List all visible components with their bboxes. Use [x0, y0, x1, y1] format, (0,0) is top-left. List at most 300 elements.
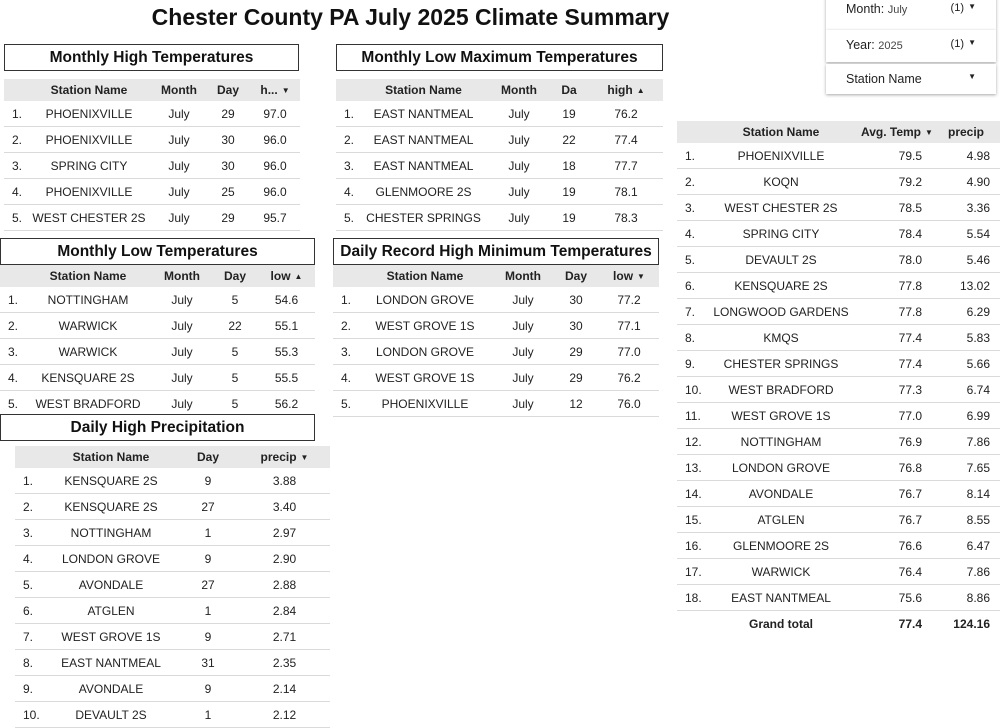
row-index: 5. [15, 572, 45, 598]
row-index: 17. [677, 559, 705, 585]
row-index: 8. [15, 650, 45, 676]
sort-desc-icon: ▼ [637, 272, 645, 282]
chevron-down-icon: ▼ [968, 2, 976, 11]
station-cell: WEST CHESTER 2S [705, 195, 857, 221]
table-row [15, 572, 330, 598]
day-cell: 27 [177, 494, 239, 520]
row-index: 6. [677, 273, 705, 299]
table-row [677, 221, 1000, 247]
grand-total-row [677, 611, 1000, 637]
col-station-name[interactable]: Station Name [26, 79, 152, 101]
value-cell: 77.4 [589, 127, 663, 153]
month-cell: July [493, 313, 553, 339]
station-cell: WEST CHESTER 2S [26, 205, 152, 231]
table-row [336, 205, 663, 231]
value-cell: 55.3 [258, 339, 315, 365]
table-row [15, 520, 330, 546]
table-row [677, 247, 1000, 273]
grand-total-avg: 77.4 [898, 616, 922, 631]
day-cell: 9 [177, 676, 239, 702]
table-row [677, 533, 1000, 559]
table-row [677, 377, 1000, 403]
value-cell: 2.12 [239, 702, 330, 728]
day-cell: 30 [553, 287, 599, 313]
table-row [15, 546, 330, 572]
precip-cell: 7.86 [932, 559, 1000, 585]
avg-temp-cell: 78.4 [857, 221, 932, 247]
month-cell: July [152, 313, 212, 339]
month-cell: July [152, 287, 212, 313]
row-index: 5. [336, 205, 358, 231]
table-row [677, 455, 1000, 481]
row-index: 2. [0, 313, 24, 339]
table-row [677, 559, 1000, 585]
sort-asc-icon: ▲ [636, 86, 645, 96]
station-cell: EAST NANTMEAL [358, 153, 489, 179]
value-cell: 2.14 [239, 676, 330, 702]
value-cell: 77.7 [589, 153, 663, 179]
month-filter-count: (1) [950, 2, 964, 14]
day-cell: 5 [212, 287, 258, 313]
table-row [677, 351, 1000, 377]
station-cell: WEST BRADFORD [24, 391, 152, 417]
col-day[interactable]: Day [206, 79, 250, 101]
station-cell: SPRING CITY [26, 153, 152, 179]
value-cell: 2.90 [239, 546, 330, 572]
col-low[interactable]: low ▼ [599, 265, 659, 287]
col-day[interactable]: Day [212, 265, 258, 287]
table-row [677, 429, 1000, 455]
value-cell: 77.0 [599, 339, 659, 365]
table-row [4, 101, 300, 127]
table-row [677, 299, 1000, 325]
col-station-name[interactable]: Station Name [357, 265, 493, 287]
day-cell: 5 [212, 391, 258, 417]
row-index: 7. [677, 299, 705, 325]
row-index: 3. [15, 520, 45, 546]
sort-desc-icon: ▼ [300, 453, 309, 463]
row-index: 2. [4, 127, 26, 153]
station-cell: PHOENIXVILLE [26, 101, 152, 127]
row-index: 14. [677, 481, 705, 507]
table-row [333, 365, 659, 391]
day-cell: 9 [177, 468, 239, 494]
station-cell: GLENMOORE 2S [705, 533, 857, 559]
value-cell: 2.97 [239, 520, 330, 546]
day-cell: 30 [206, 127, 250, 153]
month-cell: July [152, 391, 212, 417]
station-cell: AVONDALE [45, 676, 177, 702]
grand-total-precip: 124.16 [953, 616, 990, 631]
table-row [15, 702, 330, 728]
value-cell: 77.2 [599, 287, 659, 313]
day-cell: 29 [206, 101, 250, 127]
precip-cell: 8.55 [932, 507, 1000, 533]
station-cell: SPRING CITY [705, 221, 857, 247]
day-cell: 9 [177, 624, 239, 650]
avg-temp-cell: 76.7 [857, 507, 932, 533]
col-avg-temp[interactable]: Avg. Temp ▼ [857, 121, 932, 143]
day-cell: 1 [177, 520, 239, 546]
avg-temp-cell: 77.3 [857, 377, 932, 403]
row-index: 2. [333, 313, 357, 339]
row-index: 2. [336, 127, 358, 153]
row-index: 5. [4, 205, 26, 231]
row-index: 18. [677, 585, 705, 611]
precip-cell: 13.02 [932, 273, 1000, 299]
col-day[interactable]: Day [553, 265, 599, 287]
row-index: 4. [4, 179, 26, 205]
daily-precip-table [15, 446, 330, 728]
month-cell: July [493, 365, 553, 391]
row-index: 15. [677, 507, 705, 533]
station-filter[interactable] [826, 64, 996, 94]
row-index: 5. [0, 391, 24, 417]
col-low[interactable]: low ▲ [258, 265, 315, 287]
station-cell: EAST NANTMEAL [358, 127, 489, 153]
value-cell: 2.84 [239, 598, 330, 624]
row-index: 16. [677, 533, 705, 559]
station-cell: NOTTINGHAM [45, 520, 177, 546]
col-precip[interactable]: precip ▼ [239, 446, 330, 468]
table-row [15, 468, 330, 494]
col-index [333, 265, 357, 287]
sort-asc-icon: ▲ [294, 272, 303, 282]
value-cell: 76.0 [599, 391, 659, 417]
table-row [0, 287, 315, 313]
month-cell: July [152, 179, 206, 205]
station-cell: PHOENIXVILLE [26, 179, 152, 205]
table-row [4, 127, 300, 153]
value-cell: 78.1 [589, 179, 663, 205]
value-cell: 96.0 [250, 153, 300, 179]
row-index: 3. [4, 153, 26, 179]
daily-precip-title: Daily High Precipitation [0, 414, 315, 441]
station-cell: WEST GROVE 1S [357, 313, 493, 339]
day-cell: 30 [553, 313, 599, 339]
sort-desc-icon: ▼ [925, 128, 933, 138]
table-row [336, 127, 663, 153]
station-filter-label: Station Name [846, 72, 922, 86]
station-cell: WEST BRADFORD [705, 377, 857, 403]
month-cell: July [152, 153, 206, 179]
col-day[interactable]: Da [549, 79, 589, 101]
row-index: 1. [4, 101, 26, 127]
table-row [4, 153, 300, 179]
avg-temp-cell: 76.7 [857, 481, 932, 507]
precip-cell: 6.47 [932, 533, 1000, 559]
row-index: 1. [677, 143, 705, 169]
table-row [333, 287, 659, 313]
row-index: 4. [677, 221, 705, 247]
col-precip[interactable]: precip [932, 121, 1000, 143]
precip-cell: 5.66 [932, 351, 1000, 377]
avg-temp-cell: 77.4 [857, 325, 932, 351]
page-title: Chester County PA July 2025 Climate Summary [151, 4, 670, 30]
row-index: 4. [336, 179, 358, 205]
avg-temp-cell: 77.4 [857, 351, 932, 377]
monthly-high-title: Monthly High Temperatures [4, 44, 299, 71]
day-cell: 22 [549, 127, 589, 153]
col-index [336, 79, 358, 101]
table-row [4, 179, 300, 205]
station-cell: WEST GROVE 1S [705, 403, 857, 429]
table-row [0, 339, 315, 365]
year-filter-label: Year: 2025 [846, 38, 903, 52]
row-index: 13. [677, 455, 705, 481]
row-index: 1. [333, 287, 357, 313]
precip-cell: 3.36 [932, 195, 1000, 221]
precip-cell: 8.86 [932, 585, 1000, 611]
station-cell: CHESTER SPRINGS [705, 351, 857, 377]
value-cell: 97.0 [250, 101, 300, 127]
table-row [15, 676, 330, 702]
avg-temp-cell: 78.0 [857, 247, 932, 273]
station-cell: AVONDALE [45, 572, 177, 598]
precip-cell: 5.83 [932, 325, 1000, 351]
value-cell: 54.6 [258, 287, 315, 313]
chevron-down-icon: ▼ [968, 38, 976, 47]
avg-temp-cell: 76.6 [857, 533, 932, 559]
table-row [0, 365, 315, 391]
row-index: 8. [677, 325, 705, 351]
day-cell: 18 [549, 153, 589, 179]
year-filter[interactable] [826, 30, 996, 62]
avg-temp-cell: 79.2 [857, 169, 932, 195]
table-row [677, 169, 1000, 195]
station-cell: ATGLEN [705, 507, 857, 533]
station-cell: LONDON GROVE [357, 339, 493, 365]
precip-cell: 6.29 [932, 299, 1000, 325]
row-index: 3. [333, 339, 357, 365]
table-row [336, 101, 663, 127]
row-index: 4. [0, 365, 24, 391]
day-cell: 19 [549, 205, 589, 231]
row-index: 2. [15, 494, 45, 520]
row-index: 1. [336, 101, 358, 127]
table-row [677, 325, 1000, 351]
value-cell: 56.2 [258, 391, 315, 417]
row-index: 12. [677, 429, 705, 455]
month-cell: July [152, 205, 206, 231]
station-cell: ATGLEN [45, 598, 177, 624]
station-cell: DEVAULT 2S [45, 702, 177, 728]
precip-cell: 4.90 [932, 169, 1000, 195]
record-high-min-title: Daily Record High Minimum Temperatures [333, 238, 659, 265]
table-row [677, 143, 1000, 169]
table-row [15, 650, 330, 676]
monthly-low-title: Monthly Low Temperatures [0, 238, 315, 265]
table-row [677, 481, 1000, 507]
precip-cell: 8.14 [932, 481, 1000, 507]
monthly-low-table [0, 265, 315, 417]
station-cell: DEVAULT 2S [705, 247, 857, 273]
station-cell: CHESTER SPRINGS [358, 205, 489, 231]
day-cell: 5 [212, 365, 258, 391]
station-cell: LONDON GROVE [45, 546, 177, 572]
row-index: 9. [677, 351, 705, 377]
value-cell: 2.88 [239, 572, 330, 598]
station-cell: PHOENIXVILLE [357, 391, 493, 417]
station-cell: WARWICK [24, 313, 152, 339]
precip-cell: 6.99 [932, 403, 1000, 429]
month-cell: July [489, 101, 549, 127]
station-cell: PHOENIXVILLE [26, 127, 152, 153]
row-index: 10. [677, 377, 705, 403]
precip-cell: 6.74 [932, 377, 1000, 403]
avg-temp-cell: 76.9 [857, 429, 932, 455]
year-filter-value: 2025 [878, 40, 903, 52]
table-row [336, 153, 663, 179]
col-index [0, 265, 24, 287]
col-station-name[interactable]: Station Name [358, 79, 489, 101]
col-month[interactable]: Month [152, 79, 206, 101]
value-cell: 3.40 [239, 494, 330, 520]
col-high[interactable]: h... ▼ [250, 79, 300, 101]
avg-temp-cell: 77.8 [857, 273, 932, 299]
value-cell: 77.1 [599, 313, 659, 339]
row-index: 3. [336, 153, 358, 179]
day-cell: 25 [206, 179, 250, 205]
month-cell: July [489, 205, 549, 231]
month-filter-label: Month: July [846, 2, 908, 16]
table-row [677, 195, 1000, 221]
col-day[interactable]: Day [177, 446, 239, 468]
row-index: 11. [677, 403, 705, 429]
monthly-high-table [4, 79, 300, 231]
col-month[interactable]: Month [489, 79, 549, 101]
day-cell: 9 [177, 546, 239, 572]
table-row [677, 403, 1000, 429]
month-cell: July [493, 391, 553, 417]
table-row [333, 391, 659, 417]
precip-cell: 7.65 [932, 455, 1000, 481]
month-cell: July [152, 127, 206, 153]
month-cell: July [493, 287, 553, 313]
value-cell: 78.3 [589, 205, 663, 231]
table-row [677, 273, 1000, 299]
precip-cell: 7.86 [932, 429, 1000, 455]
day-cell: 19 [549, 101, 589, 127]
col-station-name[interactable]: Station Name [705, 121, 857, 143]
station-cell: EAST NANTMEAL [705, 585, 857, 611]
value-cell: 96.0 [250, 179, 300, 205]
row-index: 4. [333, 365, 357, 391]
precip-cell: 5.46 [932, 247, 1000, 273]
row-index [677, 611, 705, 637]
month-cell: July [489, 127, 549, 153]
day-cell: 12 [553, 391, 599, 417]
col-month[interactable]: Month [152, 265, 212, 287]
value-cell: 2.35 [239, 650, 330, 676]
station-cell: GLENMOORE 2S [358, 179, 489, 205]
table-row [336, 179, 663, 205]
value-cell: 3.88 [239, 468, 330, 494]
row-index: 2. [677, 169, 705, 195]
station-cell: NOTTINGHAM [24, 287, 152, 313]
value-cell: 76.2 [599, 365, 659, 391]
value-cell: 55.1 [258, 313, 315, 339]
station-cell: EAST NANTMEAL [45, 650, 177, 676]
day-cell: 1 [177, 702, 239, 728]
precip-cell: 5.54 [932, 221, 1000, 247]
col-station-name[interactable]: Station Name [45, 446, 177, 468]
row-index: 9. [15, 676, 45, 702]
avg-temp-cell: 77.8 [857, 299, 932, 325]
station-cell: KENSQUARE 2S [45, 468, 177, 494]
avg-temp-cell: 76.4 [857, 559, 932, 585]
chevron-down-icon: ▼ [968, 72, 976, 81]
col-month[interactable]: Month [493, 265, 553, 287]
avg-temp-cell: 77.0 [857, 403, 932, 429]
monthly-low-max-title: Monthly Low Maximum Temperatures [336, 44, 663, 71]
station-cell: WARWICK [705, 559, 857, 585]
day-cell: 1 [177, 598, 239, 624]
station-summary-table [677, 121, 1000, 636]
table-row [0, 391, 315, 417]
station-cell: NOTTINGHAM [705, 429, 857, 455]
station-cell: WEST GROVE 1S [45, 624, 177, 650]
table-row [0, 313, 315, 339]
row-index: 5. [677, 247, 705, 273]
row-index: 1. [0, 287, 24, 313]
day-cell: 22 [212, 313, 258, 339]
row-index: 3. [677, 195, 705, 221]
station-cell: LONDON GROVE [357, 287, 493, 313]
day-cell: 29 [553, 339, 599, 365]
record-high-min-table [333, 265, 659, 417]
table-row [15, 494, 330, 520]
table-row [677, 585, 1000, 611]
value-cell: 55.5 [258, 365, 315, 391]
table-row [677, 507, 1000, 533]
station-cell: KMQS [705, 325, 857, 351]
year-filter-count: (1) [950, 38, 964, 50]
station-cell: PHOENIXVILLE [705, 143, 857, 169]
value-cell: 76.2 [589, 101, 663, 127]
station-cell: KENSQUARE 2S [45, 494, 177, 520]
month-cell: July [152, 365, 212, 391]
table-row [15, 624, 330, 650]
month-cell: July [493, 339, 553, 365]
station-cell: WEST GROVE 1S [357, 365, 493, 391]
row-index: 3. [0, 339, 24, 365]
avg-temp-cell: 79.5 [857, 143, 932, 169]
avg-temp-cell: 75.6 [857, 585, 932, 611]
month-cell: July [489, 179, 549, 205]
station-cell: LONGWOOD GARDENS [705, 299, 857, 325]
col-index [4, 79, 26, 101]
row-index: 4. [15, 546, 45, 572]
row-index: 1. [15, 468, 45, 494]
row-index: 5. [333, 391, 357, 417]
day-cell: 29 [553, 365, 599, 391]
value-cell: 96.0 [250, 127, 300, 153]
month-cell: July [152, 339, 212, 365]
value-cell: 95.7 [250, 205, 300, 231]
table-row [333, 339, 659, 365]
month-cell: July [152, 101, 206, 127]
day-cell: 5 [212, 339, 258, 365]
table-row [4, 205, 300, 231]
month-filter[interactable] [826, 0, 996, 30]
table-row [15, 598, 330, 624]
col-station-name[interactable]: Station Name [24, 265, 152, 287]
col-high[interactable]: high ▲ [589, 79, 663, 101]
col-index [15, 446, 45, 468]
sort-desc-icon: ▼ [281, 86, 290, 96]
station-cell: AVONDALE [705, 481, 857, 507]
